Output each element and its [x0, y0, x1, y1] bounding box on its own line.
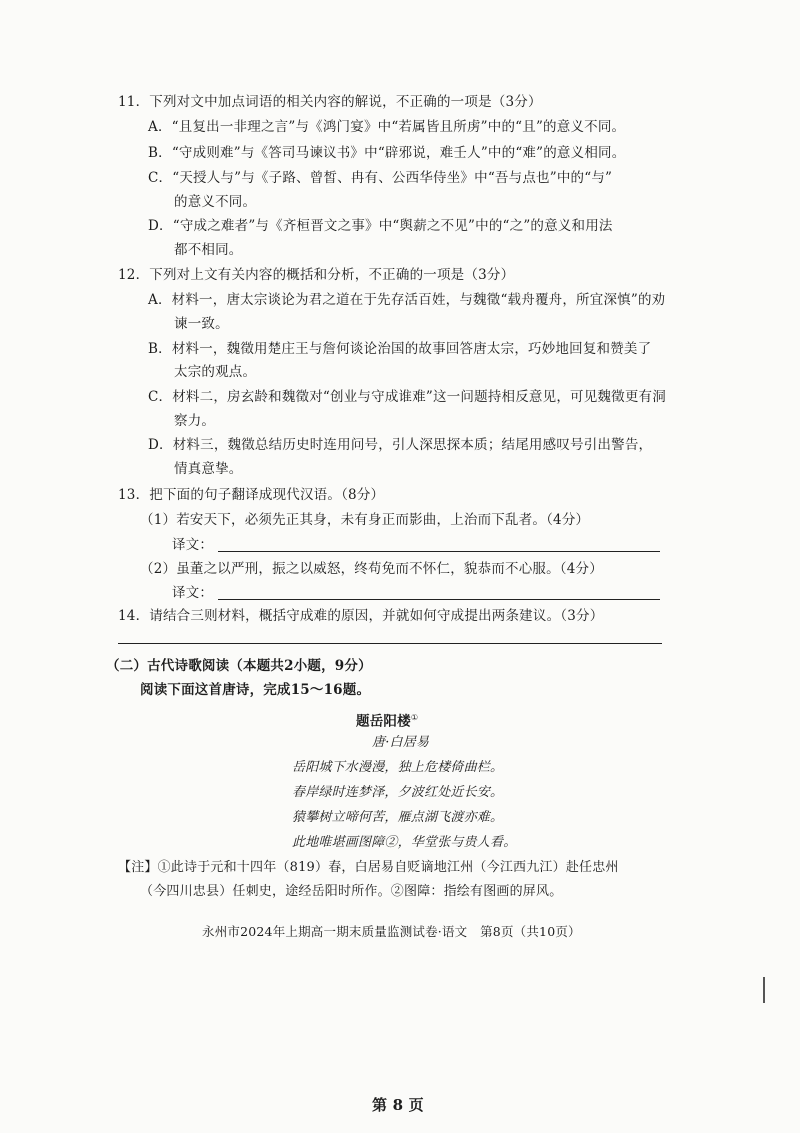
poem-line-3: 猿攀树立啼何苦，雁点湖飞渡亦难。 — [292, 810, 504, 825]
q12-option-d: D．材料三，魏徵总结历史时连用问号，引人深思探本质；结尾用感叹号引出警告， — [148, 437, 653, 453]
poem-note-2: （今四川忠县）任刺史，途经岳阳时所作。②图障：指绘有图画的屏风。 — [140, 884, 563, 899]
q11-option-b: B．“守成则难”与《答司马谏议书》中“辟邪说，难壬人”中的“难”的意义相同。 — [148, 145, 626, 161]
q13-sentence-1: （1）若安天下，必须先正其身，未有身正而影曲，上治而下乱者。（4分） — [140, 512, 590, 528]
q11-option-c-cont: 的意义不同。 — [174, 194, 257, 210]
exam-footer: 永州市2024年上期高一期末质量监测试卷·语文 第8页（共10页） — [202, 924, 581, 939]
q12-option-d-cont: 情真意挚。 — [174, 461, 243, 477]
q11-stem: 11．下列对文中加点词语的相关内容的解说，不正确的一项是（3分） — [118, 94, 542, 110]
q13-stem: 13．把下面的句子翻译成现代汉语。（8分） — [118, 487, 385, 503]
section-heading: （二）古代诗歌阅读（本题共2小题，9分） — [106, 658, 372, 674]
poem-line-2: 春岸绿时连梦泽，夕波红处近长安。 — [292, 785, 504, 800]
scan-edge-mark — [763, 977, 765, 1003]
section-intro: 阅读下面这首唐诗，完成15～16题。 — [140, 682, 371, 698]
page-number: 第 8 页 — [372, 1096, 424, 1114]
q12-option-b-cont: 太宗的观点。 — [174, 364, 257, 380]
q13-sentence-2: （2）虽董之以严刑，振之以威怒，终苟免而不怀仁，貌恭而不心服。（4分） — [140, 561, 603, 577]
poem-author: 唐·白居易 — [372, 735, 430, 750]
q12-option-b: B．材料一，魏徵用楚庄王与詹何谈论治国的故事回答唐太宗，巧妙地回复和赞美了 — [148, 341, 652, 357]
q13-translate-label-1: 译文： — [172, 537, 214, 553]
q13-answer-line-2[interactable] — [218, 599, 660, 600]
q12-option-c: C．材料二，房玄龄和魏徵对“创业与守成谁难”这一问题持相反意见，可见魏徵更有洞 — [148, 389, 666, 405]
poem-line-4: 此地唯堪画图障②，华堂张与贵人看。 — [292, 835, 517, 850]
q11-option-d: D．“守成之难者”与《齐桓晋文之事》中“舆薪之不见”中的“之”的意义和用法 — [148, 218, 613, 234]
q13-answer-line-1[interactable] — [218, 551, 660, 552]
q12-stem: 12．下列对上文有关内容的概括和分析，不正确的一项是（3分） — [118, 267, 515, 283]
q13-translate-label-2: 译文： — [172, 585, 214, 601]
poem-title — [356, 708, 418, 732]
q11-option-a: A．“且复出一非理之言”与《鸿门宴》中“若属皆且所虏”中的“且”的意义不同。 — [148, 119, 626, 135]
q14-answer-line[interactable] — [118, 643, 662, 644]
poem-line-1: 岳阳城下水漫漫，独上危楼倚曲栏。 — [292, 760, 504, 775]
poem-title-text: 题岳阳楼 — [356, 713, 411, 730]
q12-option-c-cont: 察力。 — [174, 413, 216, 429]
poem-note-1: 【注】①此诗于元和十四年（819）春，白居易自贬谪地江州（今江西九江）赴任忠州 — [118, 860, 619, 875]
q11-option-c: C．“天授人与”与《子路、曾皙、冉有、公西华侍坐》中“吾与点也”中的“与” — [148, 170, 613, 186]
q12-option-a: A．材料一，唐太宗谈论为君之道在于先存活百姓，与魏徵“载舟覆舟，所宜深慎”的劝 — [148, 292, 666, 308]
q14-stem: 14．请结合三则材料，概括守成难的原因，并就如何守成提出两条建议。（3分） — [118, 608, 604, 624]
q11-option-d-cont: 都不相同。 — [174, 242, 243, 258]
q12-option-a-cont: 谏一致。 — [174, 316, 229, 332]
poem-note-mark: ① — [410, 713, 419, 722]
